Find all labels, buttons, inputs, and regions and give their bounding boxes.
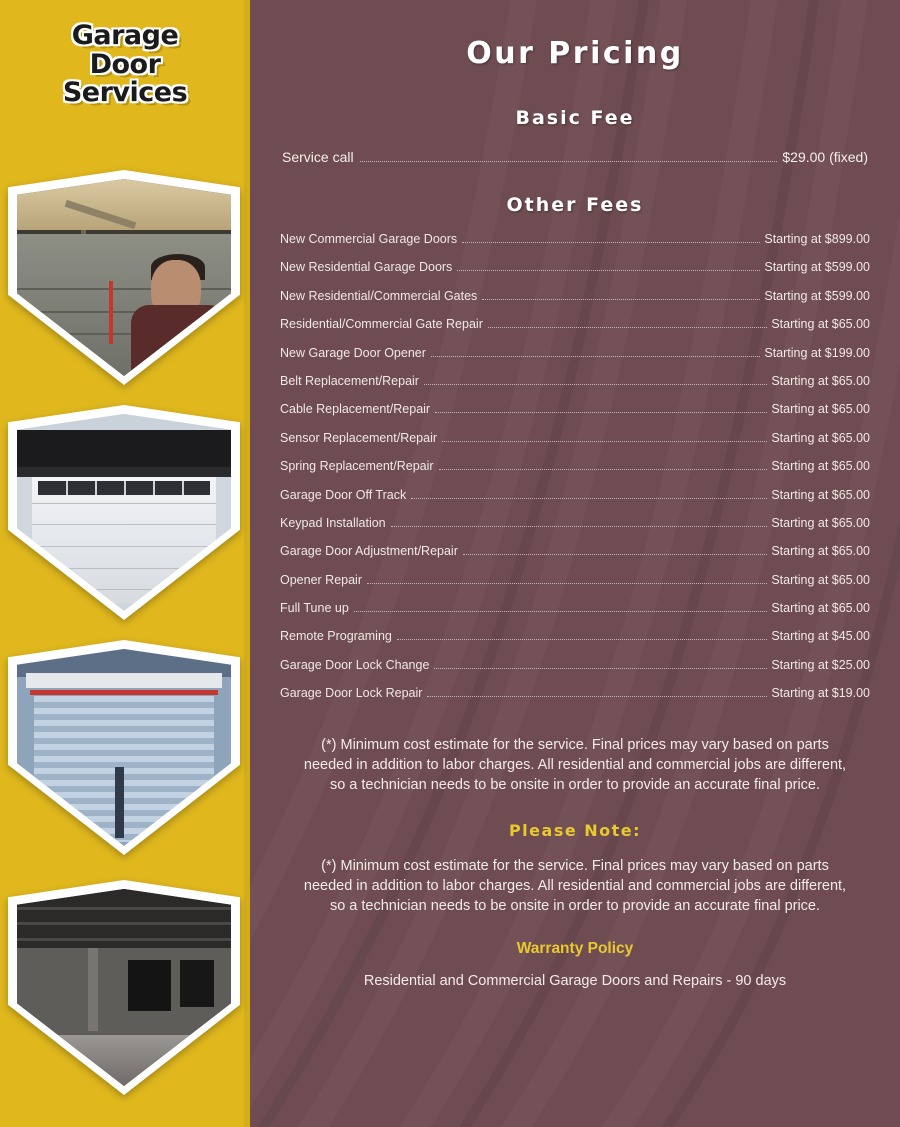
section-heading-basic-fee: Basic Fee [515, 107, 635, 129]
fee-row [280, 232, 870, 260]
fee-name: Garage Door Lock Change [280, 657, 430, 672]
fee-price: Starting at $25.00 [771, 657, 870, 672]
shield-photo-technician-opener [17, 179, 231, 376]
fee-name: Full Tune up [280, 601, 349, 616]
please-note-heading: Please Note: [508, 820, 642, 840]
fee-name: Garage Door Lock Repair [280, 686, 423, 701]
leader-dots [354, 611, 768, 612]
fee-name: New Residential Garage Doors [280, 260, 453, 275]
leader-dots [434, 668, 767, 669]
fee-row [280, 686, 870, 714]
pricing-panel [250, 0, 900, 1127]
fee-price: Starting at $65.00 [771, 430, 870, 445]
please-note-text: (*) Minimum cost estimate for the service. Final prices may vary based on parts needed in addition to labor charges. All residential and commercial jobs are different, so a technician needs to be onsite in order to provide an accurate final price. [303, 857, 847, 914]
fee-price: Starting at $65.00 [771, 544, 870, 559]
fee-row [280, 346, 870, 374]
fee-price: Starting at $199.00 [764, 345, 870, 360]
fee-price: Starting at $45.00 [771, 629, 870, 644]
leader-dots [391, 526, 768, 527]
leader-dots [427, 696, 767, 697]
fee-price: Starting at $65.00 [771, 601, 870, 616]
fee-row [280, 260, 870, 288]
leader-dots [457, 270, 760, 271]
leader-dots [442, 441, 767, 442]
leader-dots [411, 498, 767, 499]
leader-dots [431, 356, 760, 357]
leader-dots [462, 242, 760, 243]
fee-price: Starting at $65.00 [771, 402, 870, 417]
gallery-shield-1 [8, 170, 240, 385]
leader-dots [439, 469, 768, 470]
basic-fee-row [282, 149, 868, 166]
fee-price: Starting at $65.00 [771, 487, 870, 502]
fee-row [280, 601, 870, 629]
leader-dots [488, 327, 767, 328]
leader-dots [360, 161, 778, 162]
leader-dots [397, 639, 767, 640]
fee-row [280, 402, 870, 430]
fee-name: Garage Door Adjustment/Repair [280, 544, 458, 559]
leader-dots [482, 299, 760, 300]
fee-name: Cable Replacement/Repair [280, 402, 431, 417]
brand-logo-line3: Services [62, 77, 188, 109]
fee-name: Garage Door Off Track [280, 487, 407, 502]
fee-price: Starting at $899.00 [764, 232, 870, 246]
sidebar [0, 0, 250, 1127]
disclaimer-text: (*) Minimum cost estimate for the service. Final prices may vary based on parts needed in addition to labor charges. All residential and commercial jobs are different, so a technician needs to be onsite in order to provide an accurate final price. [303, 736, 847, 793]
fee-name: Spring Replacement/Repair [280, 459, 434, 474]
fee-row [280, 459, 870, 487]
fee-name: New Garage Door Opener [280, 345, 426, 360]
fee-row [280, 488, 870, 516]
warranty-policy-text: Residential and Commercial Garage Doors and Repairs - 90 days [363, 973, 787, 990]
basic-fee-name: Service call [282, 149, 354, 165]
leader-dots [367, 583, 767, 584]
fee-price: Starting at $19.00 [771, 686, 870, 701]
gallery-shield-2 [8, 405, 240, 620]
fee-price: Starting at $65.00 [771, 572, 870, 587]
section-heading-other-fees: Other Fees [506, 194, 644, 216]
fee-name: Remote Programing [280, 629, 392, 644]
fee-name: Belt Replacement/Repair [280, 373, 419, 388]
fee-row [280, 516, 870, 544]
fee-price: Starting at $599.00 [764, 288, 870, 303]
fee-price: Starting at $65.00 [771, 459, 870, 474]
leader-dots [435, 412, 767, 413]
fee-name: Keypad Installation [280, 515, 386, 530]
warranty-policy-heading: Warranty Policy [516, 939, 634, 957]
fee-name: New Commercial Garage Doors [280, 232, 458, 246]
gallery-shield-4 [8, 880, 240, 1095]
fee-row [280, 431, 870, 459]
fee-price: Starting at $65.00 [771, 317, 870, 332]
other-fees-list [280, 232, 870, 715]
fee-row [280, 289, 870, 317]
fee-row [280, 573, 870, 601]
brand-logo [0, 22, 250, 108]
brand-logo-line2: Door [89, 48, 161, 80]
fee-name: New Residential/Commercial Gates [280, 288, 478, 303]
brand-logo-line1: Garage [71, 20, 179, 51]
fee-row [280, 629, 870, 657]
fee-name: Opener Repair [280, 572, 362, 587]
fee-price: Starting at $65.00 [771, 515, 870, 530]
basic-fee-price: $29.00 (fixed) [782, 149, 868, 165]
fee-name: Residential/Commercial Gate Repair [280, 317, 483, 332]
leader-dots [463, 554, 767, 555]
page-title: Our Pricing [466, 36, 684, 71]
fee-row [280, 658, 870, 686]
shield-photo-warehouse-interior [17, 889, 231, 1086]
fee-row [280, 317, 870, 345]
gallery-shield-3 [8, 640, 240, 855]
fee-name: Sensor Replacement/Repair [280, 430, 438, 445]
fee-price: Starting at $65.00 [771, 373, 870, 388]
shield-photo-residential-door [17, 414, 231, 611]
leader-dots [424, 384, 767, 385]
fee-row [280, 374, 870, 402]
shield-photo-rolling-shutter [17, 649, 231, 846]
fee-row [280, 544, 870, 572]
fee-price: Starting at $599.00 [764, 260, 870, 275]
